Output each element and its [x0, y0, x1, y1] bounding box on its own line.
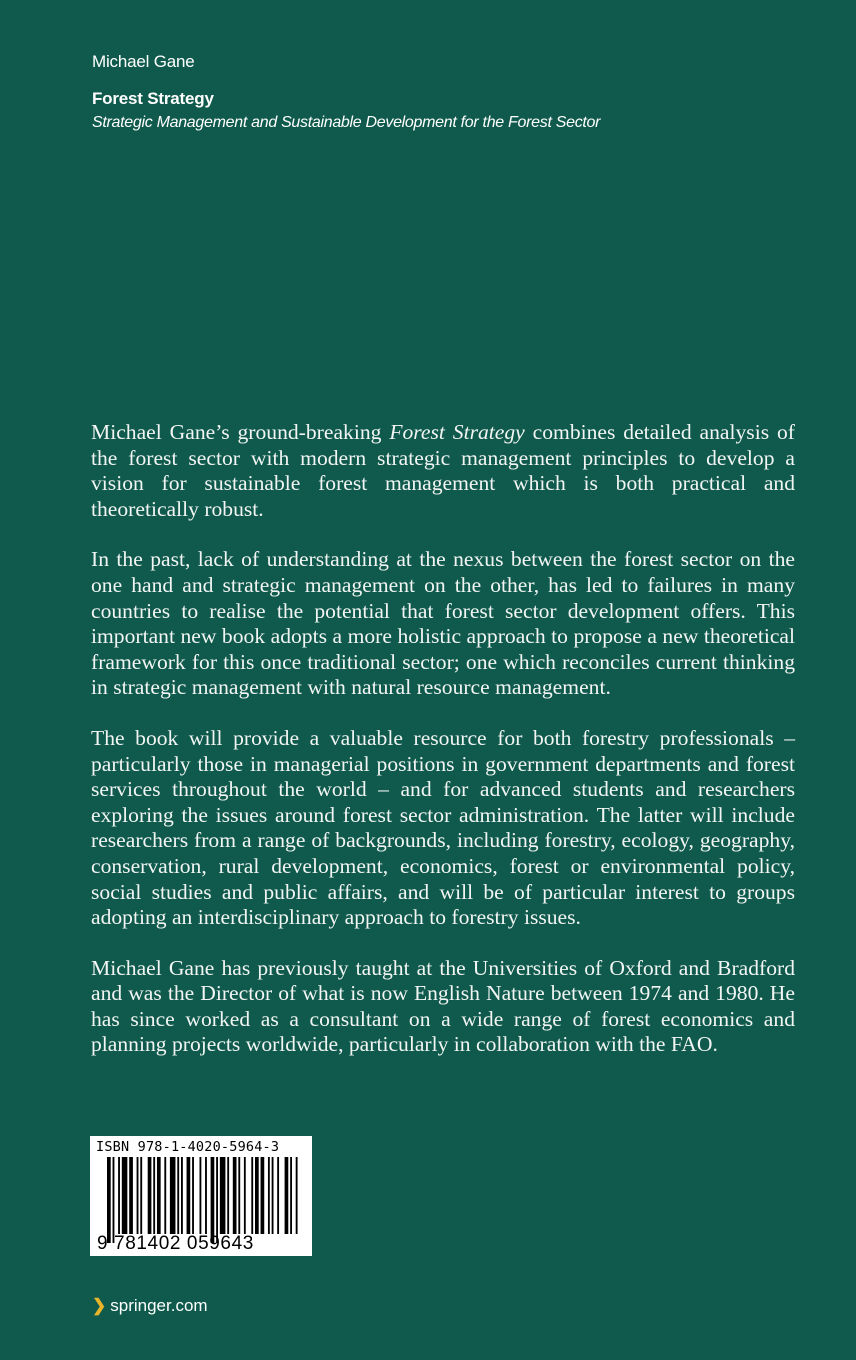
blurb-paragraph-3: The book will provide a valuable resource for both forestry professionals – particularly those in managerial positions in government departments and forest services throughout the world – and for advanced students and researchers exploring the issues around forest sector administration. The latter will include researchers from a range of backgrounds, including forestry, ecology, geography, conservation, rural development, economics, forest or environmental policy, social studies and public affairs, and will be of particular interest to groups adopting an interdisciplinary approach to forestry issues.	[91, 725, 795, 930]
barcode-bar	[153, 1157, 155, 1234]
barcode-bar	[268, 1157, 270, 1234]
blurb-paragraph-4: Michael Gane has previously taught at the Universities of Oxford and Bradford and was the Director of what is now English Nature between 1974 and 1980. He has since worked as a consultant on a wide range of forest economics and planning projects worldwide, particularly in collaboration with the FAO.	[91, 955, 795, 1057]
barcode-bar	[107, 1157, 111, 1243]
barcode-bar	[122, 1157, 128, 1234]
barcode-bar	[277, 1157, 279, 1234]
blurb-text	[91, 420, 795, 1083]
book-subtitle: Strategic Management and Sustainable Development for the Forest Sector	[92, 114, 601, 131]
barcode-bar	[285, 1157, 289, 1234]
ean-digits: 9 781402 059643	[97, 1233, 254, 1254]
barcode-bar	[140, 1157, 142, 1234]
barcode-bar	[205, 1157, 207, 1234]
isbn-barcode	[90, 1136, 312, 1256]
barcode-bar	[296, 1157, 298, 1234]
barcode-bar	[255, 1157, 259, 1234]
author-name: Michael Gane	[92, 52, 195, 71]
barcode-bar	[272, 1157, 274, 1234]
barcode-bar	[148, 1157, 152, 1234]
barcode-bar	[177, 1157, 179, 1234]
chevron-right-icon: ❯	[92, 1296, 107, 1315]
book-title-inline: Forest Strategy	[389, 420, 525, 444]
barcode-bar	[216, 1157, 218, 1243]
isbn-label: ISBN 978-1-4020-5964-3	[96, 1139, 280, 1155]
barcode-bar	[211, 1157, 215, 1243]
barcode-bar	[261, 1157, 265, 1234]
barcode-bar	[290, 1157, 292, 1234]
barcode-bar	[137, 1157, 139, 1234]
blurb-paragraph-1: Michael Gane’s ground-breaking Forest Strategy combines detailed analysis of the forest sector with modern strategic management principles to develop a vision for sustainable forest management which is both practical and theoretically robust.	[91, 420, 795, 521]
blurb-paragraph-2: In the past, lack of understanding at the nexus between the forest sector on the one hand and strategic management on the other, has led to failures in many countries to realise the potential that forest sector development offers. This important new book adopts a more holistic approach to propose a new theoretical framework for this once traditional sector; one which reconciles current thinking in strategic management with natural resource management.	[91, 547, 795, 700]
barcode-bar	[233, 1157, 237, 1234]
barcode-bar	[220, 1157, 226, 1234]
barcode-bar	[251, 1157, 253, 1234]
barcode-bar	[200, 1157, 202, 1234]
barcode-bar	[118, 1157, 120, 1234]
barcode-bar	[244, 1157, 246, 1234]
barcode-bar	[192, 1157, 194, 1234]
barcode-bar	[227, 1157, 229, 1234]
barcode-bar	[238, 1157, 240, 1234]
barcode-bar	[181, 1157, 183, 1234]
publisher-website[interactable]	[92, 1296, 208, 1316]
book-title: Forest Strategy	[92, 89, 214, 108]
barcode-bar	[113, 1157, 115, 1243]
barcode-bar	[170, 1157, 176, 1234]
barcode-bar	[157, 1157, 161, 1234]
barcode-bar	[129, 1157, 133, 1234]
barcode-bar	[187, 1157, 191, 1234]
barcode-bar	[164, 1157, 166, 1234]
website-link[interactable]: springer.com	[110, 1296, 208, 1315]
